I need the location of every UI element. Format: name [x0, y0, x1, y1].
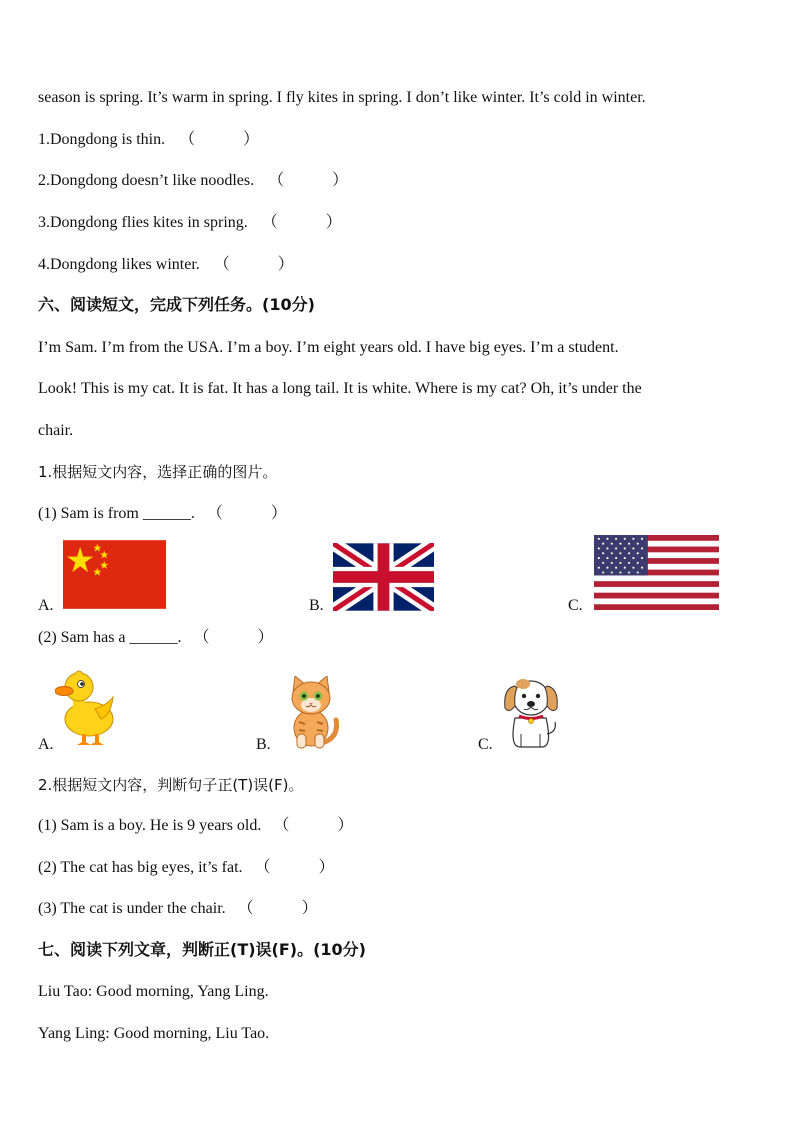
cat-image[interactable]: [281, 676, 341, 749]
statement-text: 1.Dongdong is thin.: [38, 131, 166, 148]
dog-image[interactable]: [501, 674, 560, 749]
item-text: (2) The cat has big eyes, it’s fat.: [38, 859, 243, 876]
answer-paren[interactable]: （ ）: [179, 131, 260, 148]
item-text: (1) Sam is a boy. He is 9 years old.: [38, 817, 262, 834]
option-label[interactable]: A.: [38, 597, 54, 614]
option-label[interactable]: C.: [478, 736, 493, 753]
option-label[interactable]: C.: [568, 597, 583, 614]
statement-text: 4.Dongdong likes winter.: [38, 256, 200, 273]
section-7-heading: 七、阅读下列文章，判断正(T)误(F)。(10分): [38, 940, 366, 959]
task-2-title: 2.根据短文内容，判断句子正(T)误(F)。: [38, 776, 304, 794]
dialogue-line: Yang Ling: Good morning, Liu Tao.: [38, 1025, 270, 1042]
tf-item-2: [38, 858, 335, 878]
passage-line: season is spring. It’s warm in spring. I fly kites in spring. I don’t like winter. It’s cold in winter.: [38, 89, 646, 106]
tf-item-1: [38, 816, 353, 836]
answer-paren[interactable]: （ ）: [193, 629, 274, 646]
passage-line: Look! This is my cat. It is fat. It has a long tail. It is white. Where is my cat? Oh, it’s under the: [38, 380, 642, 397]
answer-paren[interactable]: （ ）: [206, 505, 287, 522]
answer-paren[interactable]: （ ）: [273, 817, 354, 834]
option-label[interactable]: A.: [38, 736, 54, 753]
item-text: (3) The cat is under the chair.: [38, 900, 226, 917]
answer-paren[interactable]: （ ）: [213, 256, 294, 273]
statement-4: [38, 255, 294, 275]
task-1-title: 1.根据短文内容，选择正确的图片。: [38, 463, 278, 481]
dialogue-line: Liu Tao: Good morning, Yang Ling.: [38, 983, 269, 1000]
option-label[interactable]: B.: [256, 736, 271, 753]
statement-1: [38, 130, 259, 150]
question-1: [38, 504, 287, 524]
uk-flag-image[interactable]: [333, 543, 434, 611]
question-2: [38, 628, 274, 648]
statement-text: 2.Dongdong doesn’t like noodles.: [38, 172, 255, 189]
section-6-heading: 六、阅读短文，完成下列任务。(10分): [38, 295, 315, 314]
statement-3: [38, 213, 342, 233]
china-flag-image[interactable]: [63, 539, 166, 610]
question-text: (1) Sam is from ______.: [38, 505, 195, 522]
answer-paren[interactable]: （ ）: [254, 859, 335, 876]
statement-text: 3.Dongdong flies kites in spring.: [38, 214, 248, 231]
passage-line: I’m Sam. I’m from the USA. I’m a boy. I’m eight years old. I have big eyes. I’m a student.: [38, 339, 619, 356]
duck-image[interactable]: [55, 667, 117, 749]
statement-2: [38, 171, 348, 191]
usa-flag-image[interactable]: [594, 535, 719, 610]
answer-paren[interactable]: （ ）: [268, 172, 349, 189]
tf-item-3: [38, 899, 318, 919]
option-label[interactable]: B.: [309, 597, 324, 614]
answer-paren[interactable]: （ ）: [261, 214, 342, 231]
passage-line: chair.: [38, 422, 74, 439]
answer-paren[interactable]: （ ）: [237, 900, 318, 917]
question-text: (2) Sam has a ______.: [38, 629, 182, 646]
